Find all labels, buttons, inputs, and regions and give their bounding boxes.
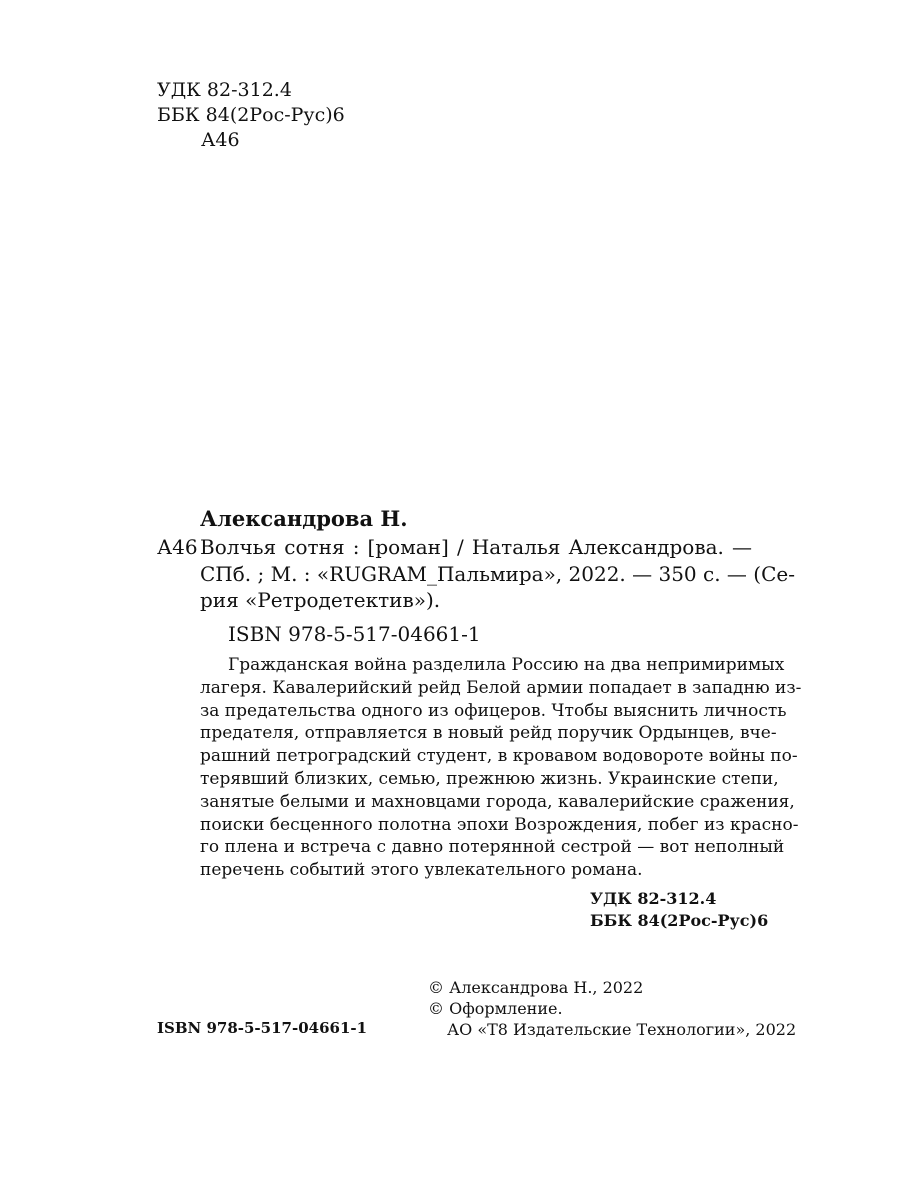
bib-line: СПб. ; М. : «RUGRAM_Пальмира», 2022. — 350 с. — (Се- <box>200 561 795 586</box>
bib-line: рия «Ретродетектив»). <box>200 588 441 612</box>
bottom-classification-codes <box>590 888 768 932</box>
isbn: ISBN 978-5-517-04661-1 <box>228 622 481 646</box>
copyright-author: © Александрова Н., 2022 <box>428 978 644 997</box>
annotation-line: терявший близких, семью, прежнюю жизнь. Украинские степи, <box>200 768 779 789</box>
annotation-line: лагеря. Кавалерийский рейд Белой армии попадает в западню из- <box>200 677 802 698</box>
bbk-code: ББК 84(2Рос-Рус)6 <box>157 104 345 126</box>
udk-code: УДК 82-312.4 <box>157 79 292 101</box>
bib-author-mark: А46 <box>157 535 198 559</box>
author-name: Александрова Н. <box>200 506 408 531</box>
annotation-line: го плена и встреча с давно потерянной сестрой — вот неполный <box>200 837 785 858</box>
copyright-publisher: АО «Т8 Издательские Технологии», 2022 <box>447 1020 797 1039</box>
annotation-line: Гражданская война разделила Россию на два непримиримых <box>228 655 785 675</box>
udk-code: УДК 82-312.4 <box>590 889 717 908</box>
author-mark: А46 <box>201 129 240 151</box>
bbk-code: ББК 84(2Рос-Рус)6 <box>590 911 769 930</box>
annotation-line: поиски бесценного полотна эпохи Возрождения, побег из красно- <box>200 814 799 835</box>
annotation <box>200 654 802 882</box>
annotation-line: предателя, отправляется в новый рейд поручик Ордынцев, вче- <box>200 723 777 744</box>
top-classification-codes <box>157 78 345 153</box>
bottom-isbn: ISBN 978-5-517-04661-1 <box>157 1019 368 1037</box>
annotation-line: рашний петроградский студент, в кровавом водовороте войны по- <box>200 746 798 767</box>
copyright-block <box>428 977 796 1040</box>
copyright-design: © Оформление. <box>428 999 563 1018</box>
bibliographic-record <box>200 534 795 614</box>
annotation-line: занятые белыми и махновцами города, кавалерийские сражения, <box>200 791 795 812</box>
bib-line: Волчья сотня : [роман] / Наталья Александрова. — <box>200 535 752 559</box>
annotation-line: перечень событий этого увлекательного романа. <box>200 860 643 881</box>
annotation-line: за предательства одного из офицеров. Чтобы выяснить личность <box>200 700 787 721</box>
